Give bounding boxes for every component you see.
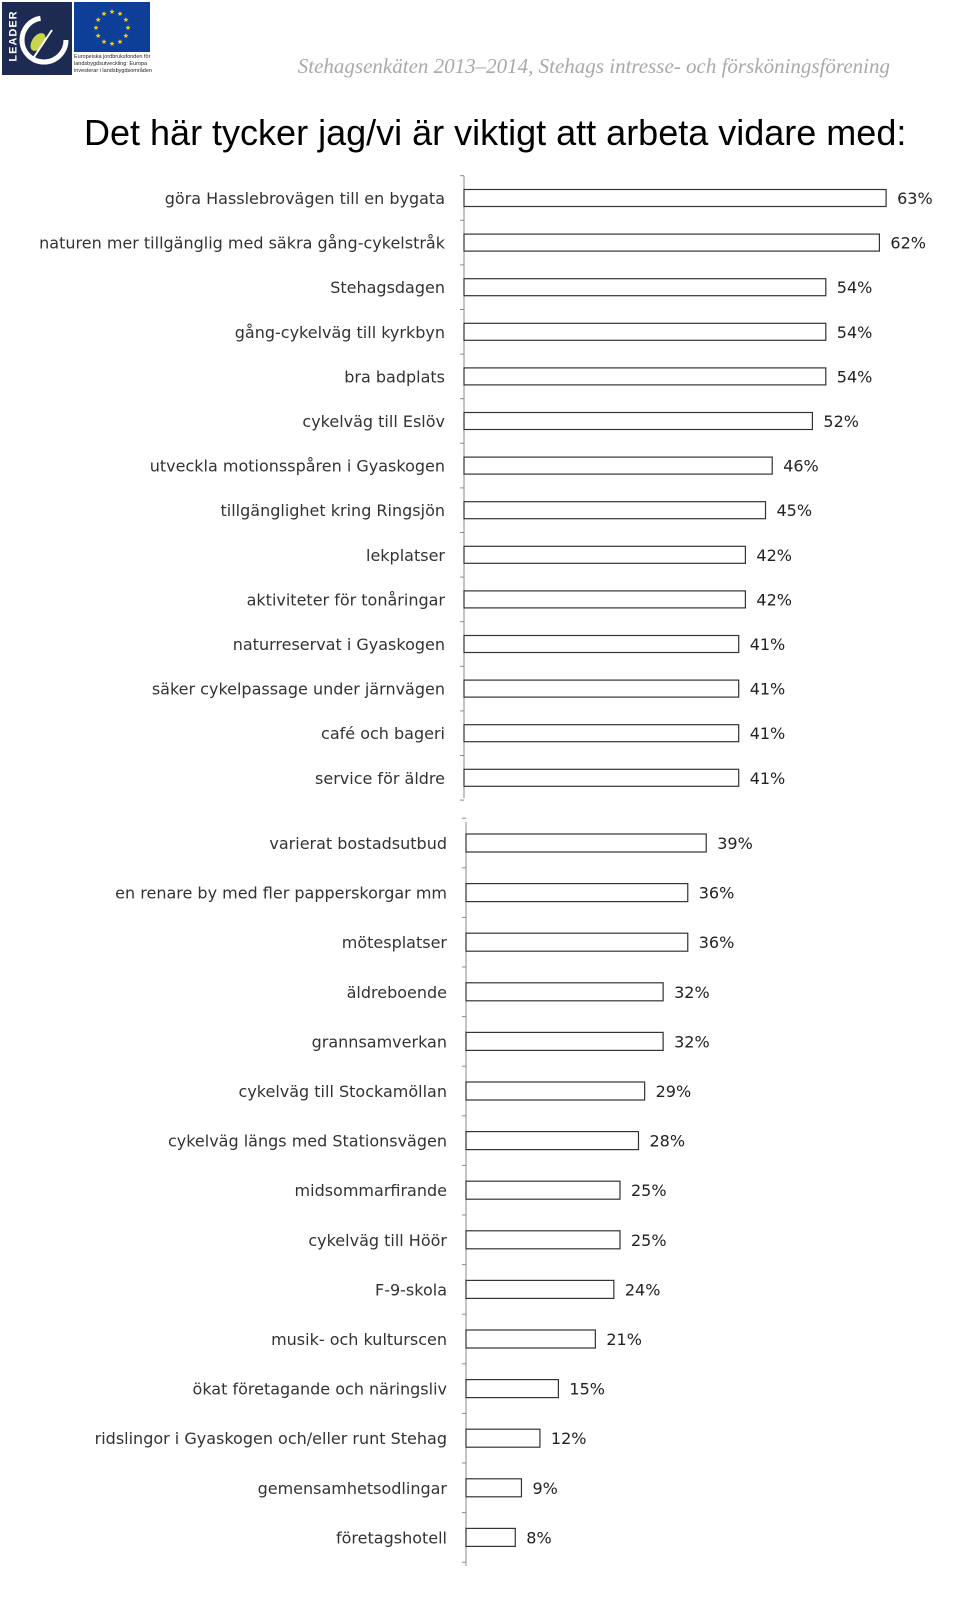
eu-star-icon: ★ — [108, 9, 116, 16]
category-label: göra Hasslebrovägen till en bygata — [164, 189, 445, 208]
bar — [464, 457, 772, 474]
category-label: utveckla motionsspåren i Gyaskogen — [149, 456, 445, 476]
category-label: tillgänglighet kring Ringsjön — [220, 501, 445, 521]
eu-star-icon: ★ — [124, 25, 132, 32]
category-label: lekplatser — [366, 545, 445, 565]
category-label: företagshotell — [336, 1528, 447, 1548]
data-label: 24% — [624, 1280, 661, 1300]
eu-star-icon: ★ — [100, 11, 108, 19]
bar — [464, 725, 739, 742]
bar — [464, 413, 812, 430]
bar — [464, 591, 745, 608]
data-label: 52% — [823, 412, 859, 431]
data-label: 9% — [532, 1478, 558, 1498]
bar — [466, 1528, 515, 1546]
page-title: Det här tycker jag/vi är viktigt att arbeta vidare med: — [84, 112, 907, 153]
category-label: naturen mer tillgänglig med säkra gång-cykelstråk — [39, 233, 445, 253]
eu-star-icon: ★ — [108, 41, 116, 48]
category-label: en renare by med fler papperskorgar mm — [115, 883, 447, 903]
bar — [466, 1330, 595, 1348]
data-label: 8% — [526, 1528, 552, 1548]
bar — [466, 1280, 614, 1298]
bar — [466, 1032, 663, 1050]
bar — [464, 368, 826, 385]
eu-star-icon: ★ — [95, 33, 102, 40]
category-label: musik- och kulturscen — [271, 1330, 447, 1349]
category-label: naturreservat i Gyaskogen — [232, 635, 445, 654]
category-label: cykelväg till Höör — [308, 1230, 447, 1250]
data-label: 29% — [655, 1082, 692, 1101]
category-label: grannsamverkan — [311, 1032, 447, 1052]
bar — [464, 636, 739, 653]
category-label: aktiviteter för tonåringar — [246, 590, 445, 610]
eu-caption: Europeiska jordbruksfonden för landsbygdsutveckling: Europa investerar i landsbygdsområden — [74, 54, 152, 74]
bar — [466, 1082, 645, 1100]
data-label: 45% — [776, 501, 813, 521]
bar — [466, 884, 688, 902]
category-label: midsommarfirande — [294, 1181, 447, 1201]
header-subtitle: Stehagsenkäten 2013–2014, Stehags intresse- och försköningsförening — [297, 54, 890, 78]
data-label: 12% — [550, 1429, 587, 1449]
data-label: 41% — [749, 724, 786, 744]
category-label: varierat bostadsutbud — [269, 834, 447, 853]
eu-star-icon: ★ — [100, 38, 108, 46]
bar — [464, 680, 739, 697]
bar — [466, 1231, 620, 1249]
eu-star-icon: ★ — [92, 25, 100, 32]
category-label: café och bageri — [321, 724, 445, 744]
bar — [464, 546, 745, 563]
category-label: F-9-skola — [375, 1280, 447, 1300]
data-label: 41% — [749, 635, 786, 654]
bar — [466, 983, 663, 1001]
bar — [466, 1181, 620, 1199]
data-label: 42% — [756, 545, 792, 565]
eu-star-icon: ★ — [116, 11, 124, 19]
category-label: service för äldre — [315, 768, 445, 788]
data-label: 46% — [783, 456, 819, 476]
bar — [464, 234, 879, 251]
data-label: 54% — [836, 367, 873, 387]
leader-logo-text: LEADER — [7, 10, 20, 62]
data-label: 25% — [631, 1181, 667, 1201]
category-label: cykelväg till Eslöv — [302, 412, 445, 431]
data-label: 32% — [674, 1032, 710, 1052]
category-label: mötesplatser — [341, 933, 447, 953]
eu-star-icon: ★ — [95, 17, 102, 24]
data-label: 32% — [674, 982, 710, 1002]
data-label: 54% — [836, 322, 873, 342]
category-label: säker cykelpassage under järnvägen — [151, 679, 445, 699]
bar — [464, 279, 826, 296]
data-label: 21% — [606, 1330, 642, 1349]
bar — [464, 769, 739, 786]
bar — [466, 1479, 521, 1497]
bar — [464, 323, 826, 340]
category-label: cykelväg till Stockamöllan — [238, 1082, 447, 1101]
data-label: 54% — [836, 278, 873, 298]
eu-star-icon: ★ — [122, 33, 129, 40]
category-label: gemensamhetsodlingar — [257, 1478, 447, 1498]
category-label: äldreboende — [346, 982, 447, 1002]
category-label: bra badplats — [344, 367, 445, 387]
data-label: 39% — [717, 834, 753, 853]
data-label: 36% — [698, 933, 735, 953]
category-label: ridslingor i Gyaskogen och/eller runt Stehag — [94, 1429, 447, 1449]
category-label: gång-cykelväg till kyrkbyn — [234, 322, 445, 342]
bar — [466, 834, 706, 852]
bar — [466, 1429, 540, 1447]
data-label: 15% — [569, 1379, 605, 1399]
data-label: 28% — [649, 1131, 686, 1151]
data-label: 25% — [631, 1230, 667, 1250]
category-label: Stehagsdagen — [330, 278, 445, 298]
data-label: 36% — [698, 883, 735, 903]
bar — [464, 502, 766, 519]
bar — [466, 1380, 558, 1398]
eu-star-icon: ★ — [122, 17, 129, 24]
data-label: 41% — [749, 768, 786, 788]
bar — [464, 190, 886, 207]
data-label: 41% — [749, 679, 786, 699]
eu-star-icon: ★ — [116, 38, 124, 46]
data-label: 62% — [890, 233, 926, 253]
data-label: 63% — [897, 189, 933, 208]
bar — [466, 1132, 638, 1150]
data-label: 42% — [756, 590, 792, 610]
category-label: cykelväg längs med Stationsvägen — [167, 1131, 447, 1151]
category-label: ökat företagande och näringsliv — [192, 1379, 447, 1399]
bar — [466, 933, 688, 951]
